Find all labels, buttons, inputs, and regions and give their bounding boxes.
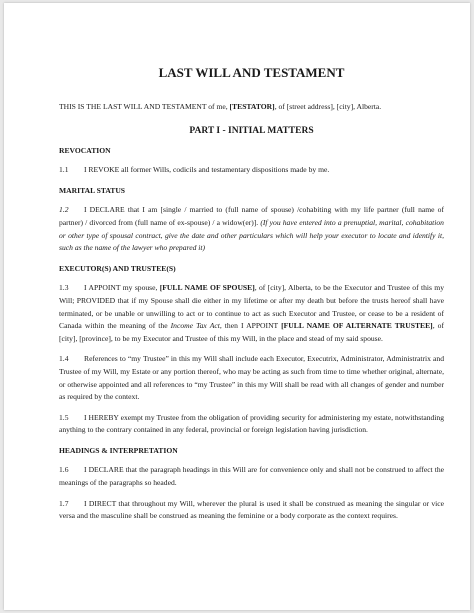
- paragraph-1-4: [59, 353, 444, 403]
- document-title: LAST WILL AND TESTAMENT: [158, 65, 345, 80]
- paragraph-1-5: [59, 412, 444, 437]
- intro-pre: THIS IS THE LAST WILL AND TESTAMENT of me,: [59, 102, 230, 111]
- testator-placeholder: [TESTATOR]: [229, 102, 275, 111]
- section-heading-revocation: REVOCATION: [59, 145, 111, 155]
- paragraph-1-6: [59, 464, 444, 489]
- part-title: PART I - INITIAL MATTERS: [189, 125, 314, 136]
- section-heading-executors: EXECUTOR(S) AND TRUSTEE(S): [59, 263, 176, 273]
- paragraph-number: 1.4: [59, 354, 69, 364]
- paragraph-text: , then I APPOINT: [219, 321, 282, 331]
- paragraph-text: I DECLARE that the paragraph headings in this Will are for convenience only and shall not be construed to affect the meanings of the paragraphs so headed.: [59, 465, 444, 488]
- act-name: Income Tax Act: [170, 321, 220, 331]
- paragraph-number: 1.6: [59, 465, 69, 475]
- paragraph-1-7: [59, 498, 444, 523]
- paragraph-1-1: [59, 164, 444, 177]
- paragraph-text: I HEREBY exempt my Trustee from the obligation of providing security for administering my estate, notwithstanding anything to the contrary contained in any federal, provincial or foreign legislation having jurisdiction.: [59, 412, 444, 435]
- paragraph-number: 1.7: [59, 498, 69, 508]
- document-page: [4, 3, 470, 610]
- paragraph-text: I DECLARE that I am [single / married to (full name of spouse) /cohabiting with my life partner (full name of partner) / divorced from (full name of ex-spouse) / a widow(er)].: [59, 205, 444, 227]
- alternate-trustee-placeholder: [FULL NAME OF ALTERNATE TRUSTEE]: [281, 321, 433, 331]
- paragraph-text: I DIRECT that throughout my Will, wherever the plural is used it shall be construed as meaning the singular or vice versa and the masculine shall be construed as meaning the feminine or a body corporate as the context requires.: [59, 498, 444, 521]
- spouse-placeholder: [FULL NAME OF SPOUSE]: [159, 283, 255, 293]
- paragraph-1-3: [59, 282, 444, 345]
- paragraph-text: , of [city], Alberta, to be the Executor and Trustee of this my Will; PROVIDED that if my Spouse shall die either in my lifetime or after my death but before the trusts hereof shall have terminated, or be unable or unwilling to act or to continue to act as such Executor and Trustee, or cease to be a resident of Canada within the meaning of the: [59, 283, 444, 331]
- paragraph-number: 1.1: [59, 165, 69, 175]
- section-heading-headings-interpretation: HEADINGS & INTERPRETATION: [59, 445, 178, 455]
- paragraph-1-2: [59, 204, 444, 254]
- paragraph-text: I REVOKE all former Wills, codicils and testamentary dispositions made by me.: [84, 165, 330, 175]
- paragraph-number: 1.3: [59, 283, 69, 293]
- section-heading-marital-status: MARITAL STATUS: [59, 185, 126, 195]
- paragraph-number: 1.5: [59, 412, 69, 422]
- paragraph-italic-note: (If you have entered into a prenuptial, marital, cohabitation or other type of spousal contract, give the date and other particulars which will help your executor to locate and identify it, such as the name of the lawyer who prepared it): [59, 217, 444, 253]
- paragraph-text: References to “my Trustee” in this my Will shall include each Executor, Executrix, Administrator, Administratrix and Trustee of my Will, my Estate or any portion thereof, who may be acting as such from time to time whether original, alternate, or otherwise appointed and all references to “my Trustee” in this my Will shall be read with all changes of gender and number as required by the context.: [59, 354, 444, 402]
- paragraph-number: 1.2: [59, 205, 69, 215]
- intro-post: , of [street address], [city], Alberta.: [274, 102, 382, 111]
- intro-paragraph: [59, 101, 444, 114]
- paragraph-text: , of [city], [province], to be my Executor and Trustee of this my Will, in the place and stead of my said spouse.: [59, 321, 444, 343]
- paragraph-text: I APPOINT my spouse,: [84, 283, 160, 293]
